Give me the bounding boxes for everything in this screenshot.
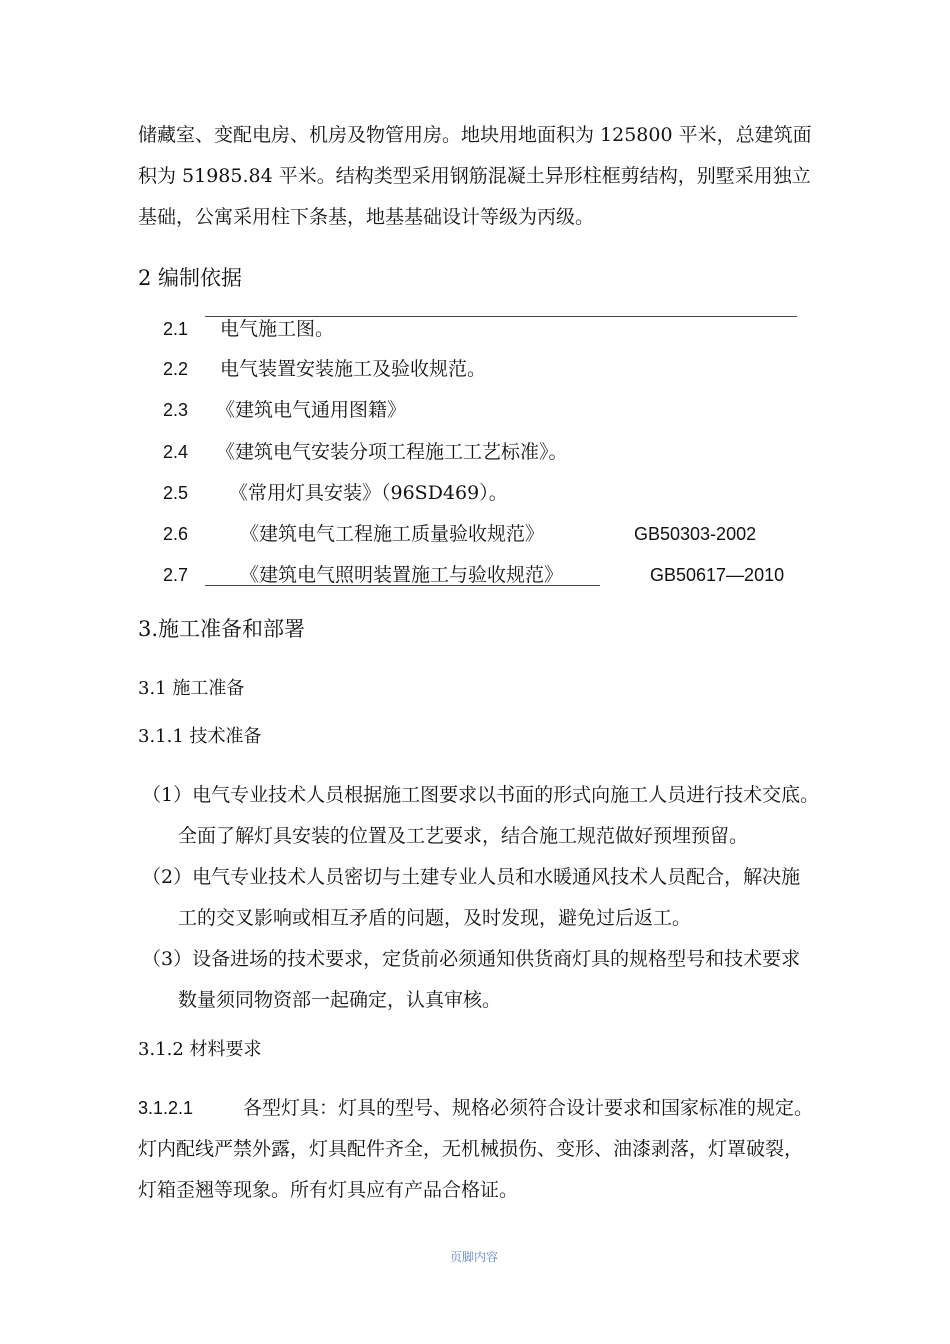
intro-line-1: 储藏室、变配电房、机房及物管用房。地块用地面积为 125800 平米，总建筑面	[138, 124, 812, 146]
paragraph-1-line-1: （1）电气专业技术人员根据施工图要求以书面的形式向施工人员进行技术交底。	[142, 784, 820, 806]
material-line-2: 灯内配线严禁外露，灯具配件齐全，无机械损伤、变形、油漆剥落，灯罩破裂，	[138, 1138, 804, 1160]
material-line-1: 各型灯具：灯具的型号、规格必须符合设计要求和国家标准的规定。	[243, 1097, 814, 1119]
item-number: 3.1.2.1	[138, 1098, 194, 1118]
item-text: 《建筑电气通用图籍》	[216, 399, 407, 421]
section-3-heading: 3.施工准备和部署	[138, 617, 306, 641]
standard-code: GB50303-2002	[634, 524, 757, 544]
paragraph-1-line-2: 全面了解灯具安装的位置及工艺要求，结合施工规范做好预埋预留。	[178, 825, 749, 847]
item-text: 《常用灯具安装》（96SD469）。	[229, 482, 508, 504]
paragraph-2-line-2: 工的交叉影响或相互矛盾的问题，及时发现，避免过后返工。	[178, 907, 692, 929]
item-text: 《建筑电气安装分项工程施工工艺标准》。	[216, 441, 568, 463]
underline	[205, 585, 600, 586]
item-number: 2.6	[163, 524, 189, 544]
item-number: 2.1	[163, 319, 189, 339]
item-text: 电气装置安装施工及验收规范。	[220, 358, 487, 380]
item-text: 《建筑电气照明装置施工与验收规范》	[240, 564, 564, 586]
subsection-3-1-heading: 3.1 施工准备	[138, 678, 245, 699]
page-footer: 页脚内容	[450, 1250, 499, 1264]
subsection-3-1-2-heading: 3.1.2 材料要求	[138, 1039, 262, 1060]
material-line-3: 灯箱歪翘等现象。所有灯具应有产品合格证。	[138, 1179, 519, 1201]
item-number: 2.3	[163, 400, 189, 420]
section-2-heading: 2 编制依据	[138, 266, 243, 290]
item-number: 2.5	[163, 483, 189, 503]
item-number: 2.7	[163, 565, 189, 585]
paragraph-2-line-1: （2）电气专业技术人员密切与土建专业人员和水暖通风技术人员配合，解决施	[142, 866, 801, 888]
standard-code: GB50617—2010	[650, 565, 785, 585]
paragraph-3-line-1: （3）设备进场的技术要求，定货前必须通知供货商灯具的规格型号和技术要求	[142, 948, 801, 970]
divider-line	[205, 316, 797, 317]
paragraph-3-line-2: 数量须同物资部一起确定，认真审核。	[178, 989, 502, 1011]
item-text: 《建筑电气工程施工质量验收规范》	[240, 523, 545, 545]
subsection-3-1-1-heading: 3.1.1 技术准备	[138, 726, 262, 747]
item-text: 电气施工图。	[220, 318, 335, 340]
intro-line-3: 基础，公寓采用柱下条基，地基基础设计等级为丙级。	[138, 206, 595, 228]
item-number: 2.4	[163, 442, 189, 462]
item-number: 2.2	[163, 359, 189, 379]
intro-line-2: 积为 51985.84 平米。结构类型采用钢筋混凝土异形柱框剪结构，别墅采用独立	[138, 165, 811, 187]
